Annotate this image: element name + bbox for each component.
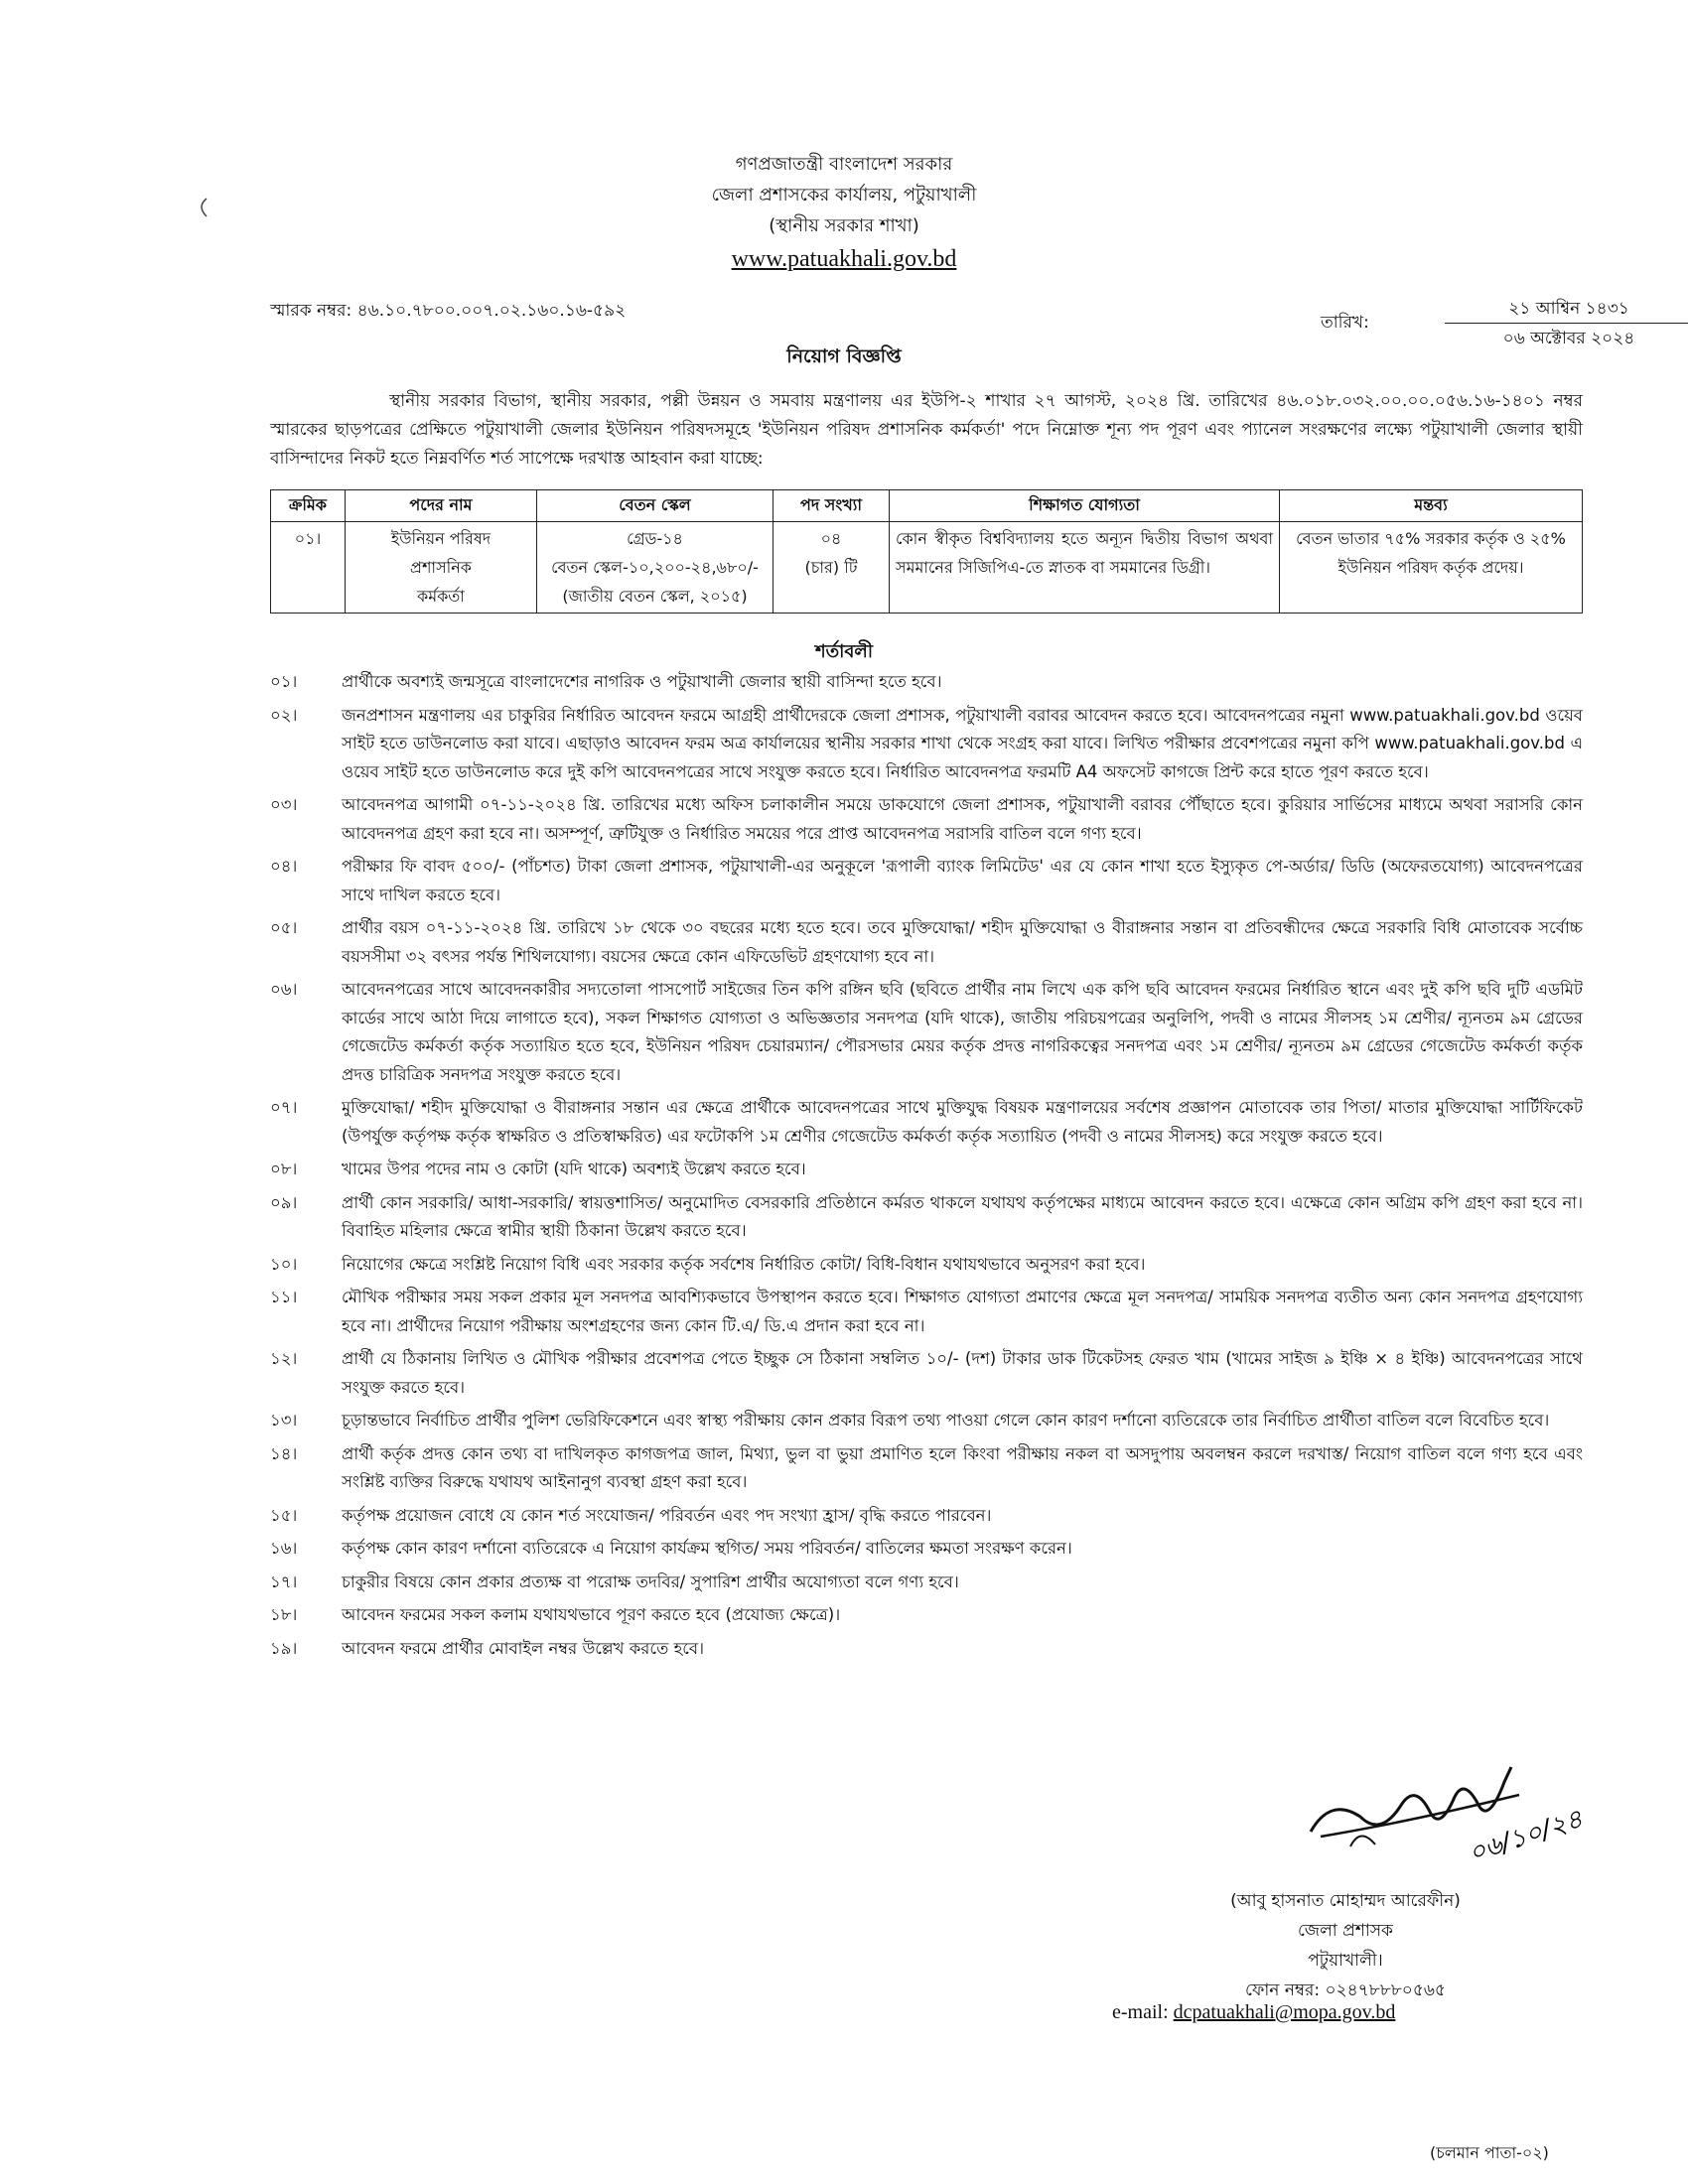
condition-item xyxy=(270,1635,1583,1664)
officer-phone: ফোন নম্বর: ০২৪৭৮৮৮০৫৬৫ xyxy=(1245,1980,1446,2000)
post-name-line: ইউনিয়ন পরিষদ xyxy=(390,529,492,548)
date-bangla: ২১ আশ্বিন ১৪৩১ xyxy=(1508,299,1629,319)
condition-text: মৌখিক পরীক্ষার সময় সকল প্রকার মূল সনদপত্র আবশ্যিকভাবে উপস্থাপন করতে হবে। শিক্ষাগত যোগ্যতা প্রমাণের ক্ষেত্রে মূল সনদপত্র/ সাময়িক সনদপত্র ব্যতীত অন্য কোন সনদপত্র গ্রহণযোগ্য হবে না। প্রার্থীদের নিয়োগ পরীক্ষায় অংশগ্রহণের জন্য কোন টি.এ/ ডি.এ প্রদান করা হবে না। xyxy=(342,1288,1583,1335)
condition-item xyxy=(270,976,1583,1089)
post-name-line: কর্মকর্তা xyxy=(417,587,465,606)
condition-item xyxy=(270,1569,1583,1597)
condition-text: জনপ্রশাসন মন্ত্রণালয় এর চাকুরির নির্ধারিত আবেদন ফরমে আগ্রহী প্রার্থীদেরকে জেলা প্রশাসক, পটুয়াখালী বরাবর আবেদন করতে হবে। আবেদনপত্রের নমুনা www.patuakhali.gov.bd ওয়েব সাইট হতে ডাউনলোড করা যাবে। এছাড়াও আবেদন ফরম অত্র কার্যালয়ের স্থানীয় সরকার শাখা থেকে সংগ্রহ করা যাবে। লিখিত পরীক্ষার প্রবেশপত্রের নমুনা কপি www.patuakhali.gov.bd এ ওয়েব সাইট হতে ডাউনলোড করে দুই কপি আবেদনপত্রের সাথে সংযুক্ত করতে হবে। নির্ধারিত আবেদনপত্র ফরমটি A4 অফসেট কাগজে প্রিন্ট করে হাতে পূরণ করতে হবে। xyxy=(342,705,1583,781)
condition-item xyxy=(270,914,1583,971)
condition-number: ১১। xyxy=(270,1288,298,1306)
col-remarks: মন্তব্য xyxy=(1280,490,1583,522)
condition-number: ১০। xyxy=(270,1254,298,1274)
condition-text: আবেদনপত্রের সাথে আবেদনকারীর সদ্যতোলা পাসপোর্ট সাইজের তিন কপি রঙ্গিন ছবি (ছবিতে প্রার্থীর নাম লিখে এক কপি ছবি আবেদন ফরমের নির্ধারিত স্থানে এবং দুই কপি ছবি দুটি এডমিট কার্ডের সাথে আঠা দিয়ে লাগাতে হবে), সকল শিক্ষাগত যোগ্যতা ও অভিজ্ঞতার সনদপত্র (যদি থাকে), জাতীয় পরিচয়পত্রের অনুলিপি, পদবী ও নামের সীলসহ ১ম শ্রেণীর/ ন্যূনতম ৯ম গ্রেডের গেজেটেড কর্মকর্তা কর্তৃক সত্যায়িত হতে হবে, ইউনিয়ন পরিষদ চেয়ারম্যান/ পৌরসভার মেয়র কর্তৃক প্রদত্ত নাগরিকত্বের সনদপত্র এবং ১ম শ্রেণীর/ ন্যূনতম ৯ম গ্রেডের গেজেটেড কর্মকর্তা কর্তৃক প্রদত্ত চারিত্রিক সনদপত্র সংযুক্ত করতে হবে। xyxy=(342,980,1583,1084)
cell-serial: ০১। xyxy=(271,522,346,614)
condition-item xyxy=(270,1189,1583,1246)
officer-designation: জেলা প্রশাসক xyxy=(1298,1921,1393,1941)
condition-item xyxy=(270,1251,1583,1280)
condition-item xyxy=(270,1094,1583,1151)
condition-text: খামের উপর পদের নাম ও কোটা (যদি থাকে) অবশ্যই উল্লেখ করতে হবে। xyxy=(342,1160,806,1178)
col-serial: ক্রমিক xyxy=(271,490,346,522)
cell-post-count xyxy=(774,522,890,614)
condition-number: ০৯। xyxy=(270,1192,298,1212)
condition-item xyxy=(270,1502,1583,1531)
cell-qualification: কোন স্বীকৃত বিশ্ববিদ্যালয় হতে অন্যূন দ্বিতীয় বিভাগ অথবা সমমানের সিজিপিএ-তে স্নাতক বা সমমানের ডিগ্রী। xyxy=(890,522,1280,614)
officer-name: (আবু হাসনাত মোহাম্মদ আরেফীন) xyxy=(1230,1891,1461,1911)
condition-item xyxy=(270,1156,1583,1184)
condition-item xyxy=(270,1407,1583,1435)
condition-text: আবেদন ফরমে প্রার্থীর মোবাইল নম্বর উল্লেখ করতে হবে। xyxy=(342,1638,704,1658)
condition-number: ১২। xyxy=(270,1349,298,1368)
condition-number: ১৯। xyxy=(270,1638,298,1658)
conditions-title: শর্তাবলী xyxy=(815,641,873,662)
condition-number: ০৭। xyxy=(270,1098,298,1117)
officer-location: পটুয়াখালী। xyxy=(1308,1951,1383,1971)
condition-number: ০৩। xyxy=(270,795,298,814)
condition-text: প্রার্থীর বয়স ০৭-১১-২০২৪ খ্রি. তারিখে ১৮ থেকে ৩০ বছরের মধ্যে হতে হবে। তবে মুক্তিযোদ্ধা/ শহীদ মুক্তিযোদ্ধা ও বীরাঙ্গনার সন্তান বা প্রতিবন্ধীদের ক্ষেত্রে সরকারি বিধি মোতাবেক সর্বোচ্চ বয়সসীমা ৩২ বৎসর পর্যন্ত শিথিলযোগ্য। বয়সের ক্ষেত্রে কোন এফিডেভিট গ্রহণযোগ্য হবে না। xyxy=(342,918,1583,966)
website-link[interactable]: www.patuakhali.gov.bd xyxy=(731,246,957,272)
cell-pay-scale xyxy=(537,522,774,614)
scale-range: বেতন স্কেল-১০,২০০-২৪,৬৮০/- xyxy=(551,558,759,577)
condition-text: চাকুরীর বিষয়ে কোন প্রকার প্রত্যক্ষ বা পরোক্ষ তদবির/ সুপারিশ প্রার্থীর অযোগ্যতা বলে গণ্য হবে। xyxy=(342,1571,959,1591)
condition-item xyxy=(270,702,1583,787)
condition-number: ০২। xyxy=(270,705,298,725)
condition-number: ০৬। xyxy=(270,980,298,999)
condition-text: চূড়ান্তভাবে নির্বাচিত প্রার্থীর পুলিশ ভেরিফিকেশনে এবং স্বাস্থ্য পরীক্ষায় কোন প্রকার বিরূপ তথ্য পাওয়া গেলে কোন কারণ দর্শানো ব্যতিরেকে তার নির্বাচিত প্রার্থীতা বাতিল বলে বিবেচিত হবে। xyxy=(342,1411,1550,1430)
condition-text: কর্তৃপক্ষ কোন কারণ দর্শানো ব্যতিরেকে এ নিয়োগ কার্যক্রম স্থগিত/ সময় পরিবর্তন/ বাতিলের ক্ষমতা সংরক্ষণ করেন। xyxy=(342,1539,1072,1558)
condition-item xyxy=(270,1601,1583,1630)
cell-remarks: বেতন ভাতার ৭৫% সরকার কর্তৃক ও ২৫% ইউনিয়ন পরিষদ কর্তৃক প্রদেয়। xyxy=(1280,522,1583,614)
email-link[interactable]: dcpatuakhali@mopa.gov.bd xyxy=(1173,2001,1396,2023)
condition-text: প্রার্থী কোন সরকারি/ আধা-সরকারি/ স্বায়ত্তশাসিত/ অনুমোদিত বেসরকারি প্রতিষ্ঠানে কর্মরত থাকলে যথাযথ কর্তৃপক্ষের মাধ্যমে আবেদন করতে হবে। এক্ষেত্রে কোন অগ্রিম কপি গ্রহণ করা হবে না। বিবাহিত মহিলার ক্ষেত্রে স্বামীর স্থায়ী ঠিকানা উল্লেখ করতে হবে। xyxy=(342,1192,1583,1240)
table-row xyxy=(271,522,1583,614)
condition-number: ১৭। xyxy=(270,1571,298,1591)
condition-number: ১৮। xyxy=(270,1605,298,1624)
vacancy-table xyxy=(270,489,1583,614)
col-pay-scale: বেতন স্কেল xyxy=(537,490,774,522)
condition-item xyxy=(270,1345,1583,1402)
date-gregorian: ০৬ অক্টোবর ২০২৪ xyxy=(1502,329,1635,348)
condition-number: ১৬। xyxy=(270,1539,298,1558)
email-label: e-mail: xyxy=(1112,2001,1169,2023)
condition-number: ১৫। xyxy=(270,1505,298,1525)
condition-text: আবেদনপত্র আগামী ০৭-১১-২০২৪ খ্রি. তারিখের মধ্যে অফিস চলাকালীন সময়ে ডাকযোগে জেলা প্রশাসক, পটুয়াখালী বরাবর পৌঁছাতে হবে। কুরিয়ার সার্ভিসের মাধ্যমে অথবা সরাসরি কোন আবেদনপত্র গ্রহণ করা হবে না। অসম্পূর্ণ, ত্রুটিযুক্ত ও নির্ধারিত সময়ের পরে প্রাপ্ত আবেদনপত্র সরাসরি বাতিল বলে গণ্য হবে। xyxy=(342,795,1583,843)
scale-reference: (জাতীয় বেতন স্কেল, ২০১৫) xyxy=(562,587,748,606)
section-name: (স্থানীয় সরকার শাখা) xyxy=(769,215,919,236)
signature-date: ০৬/১০/২৪ xyxy=(1465,1804,1587,1869)
condition-number: ১৩। xyxy=(270,1411,298,1430)
condition-item xyxy=(270,668,1583,697)
count-number: ০৪ xyxy=(820,529,842,548)
condition-item xyxy=(270,853,1583,909)
condition-text: পরীক্ষার ফি বাবদ ৫০০/- (পাঁচশত) টাকা জেলা প্রশাসক, পটুয়াখালী-এর অনুকূলে 'রূপালী ব্যাংক লিমিটেড' এর যে কোন শাখা হতে ইস্যুকৃত পে-অর্ডার/ ডিডি (অফেরতযোগ্য) আবেদনপত্রের সাথে দাখিল করতে হবে। xyxy=(342,857,1583,904)
condition-number: ১৪। xyxy=(270,1443,298,1463)
continuation-note: (চলমান পাতা-০২) xyxy=(1430,2143,1549,2162)
post-name-line: প্রশাসনিক xyxy=(410,558,472,577)
condition-item xyxy=(270,1535,1583,1564)
date-label: তারিখ: xyxy=(1321,313,1369,333)
condition-text: প্রার্থী কর্তৃক প্রদত্ত কোন তথ্য বা দাখিলকৃত কাগজপত্র জাল, মিথ্যা, ভুল বা ভুয়া প্রমাণিত হলে কিংবা পরীক্ষায় নকল বা অসদুপায় অবলম্বন করলে দরখাস্ত/ নিয়োগ বাতিল বলে গণ্য হবে এবং সংশ্লিষ্ট ব্যক্তির বিরুদ্ধে যথাযথ আইনানুগ ব্যবস্থা গ্রহণ করা হবে। xyxy=(342,1443,1583,1491)
condition-text: কর্তৃপক্ষ প্রয়োজন বোধে যে কোন শর্ত সংযোজন/ পরিবর্তন এবং পদ সংখ্যা হ্রাস/ বৃদ্ধি করতে পারবেন। xyxy=(342,1505,992,1525)
grade: গ্রেড-১৪ xyxy=(627,529,683,548)
condition-number: ০৪। xyxy=(270,857,298,876)
col-post-name: পদের নাম xyxy=(346,490,537,522)
count-words: (চার) টি xyxy=(804,558,858,577)
condition-number: ০৫। xyxy=(270,918,298,937)
office-name: জেলা প্রশাসকের কার্যালয়, পটুয়াখালী xyxy=(711,185,977,205)
condition-text: নিয়োগের ক্ষেত্রে সংশ্লিষ্ট নিয়োগ বিধি এবং সরকার কর্তৃক সর্বশেষ নির্ধারিত কোটা/ বিধি-বিধান যথাযথভাবে অনুসরণ করা হবে। xyxy=(342,1254,1146,1274)
memo-number: স্মারক নম্বর: ৪৬.১০.৭৮০০.০০৭.০২.১৬০.১৬-৫৯২ xyxy=(270,301,627,321)
table-header-row xyxy=(271,490,1583,522)
condition-text: আবেদন ফরমের সকল কলাম যথাযথভাবে পূরণ করতে হবে (প্রযোজ্য ক্ষেত্রে)। xyxy=(342,1605,841,1624)
condition-number: ০৮। xyxy=(270,1160,298,1178)
officer-block xyxy=(1142,1886,1549,2005)
intro-paragraph: স্থানীয় সরকার বিভাগ, স্থানীয় সরকার, পল্লী উন্নয়ন ও সমবায় মন্ত্রণালয় এর ইউপি-২ শাখার ২৭ আগস্ট, ২০২৪ খ্রি. তারিখের ৪৬.০১৮.০৩২.০০.০০.০৫৬.১৬-১৪০১ নম্বর স্মারকের ছাড়পত্রের প্রেক্ষিতে পটুয়াখালী জেলার ইউনিয়ন পরিষদসমূহে 'ইউনিয়ন পরিষদ প্রশাসনিক কর্মকর্তা' পদে নিম্নোক্ত শূন্য পদ পূরণ এবং প্যানেল সংরক্ষণের লক্ষ্যে পটুয়াখালী জেলার স্থায়ী বাসিন্দাদের নিকট হতে নিম্নবর্ণিত শর্ত সাপেক্ষে দরখাস্ত আহবান করা যাচ্ছে: xyxy=(270,391,1583,469)
government-name: গণপ্রজাতন্ত্রী বাংলাদেশ সরকার xyxy=(735,154,953,175)
condition-text: মুক্তিযোদ্ধা/ শহীদ মুক্তিযোদ্ধা ও বীরাঙ্গনার সন্তান এর ক্ষেত্রে প্রার্থীকে আবেদনপত্রের সাথে মুক্তিযুদ্ধ বিষয়ক মন্ত্রণালয়ের সর্বশেষ প্রজ্ঞাপন মোতাবেক তার পিতা/ মাতার মুক্তিযোদ্ধা সার্টিফিকেট (উপর্যুক্ত কর্তৃপক্ষ কর্তৃক স্বাক্ষরিত ও প্রতিস্বাক্ষরিত) এর ফটোকপি ১ম শ্রেণীর গেজেটেড কর্মকর্তা কর্তৃক সত্যায়িত (পদবী ও নামের সীলসহ) করে সংযুক্ত করতে হবে। xyxy=(342,1098,1583,1146)
signature xyxy=(1291,1737,1589,1876)
email-line xyxy=(1112,2001,1395,2024)
cell-post-name xyxy=(346,522,537,614)
condition-item xyxy=(270,1284,1583,1340)
notice-title: নিয়োগ বিজ্ঞপ্তি xyxy=(786,345,902,367)
condition-text: প্রার্থীকে অবশ্যই জন্মসূত্রে বাংলাদেশের নাগরিক ও পটুয়াখালী জেলার স্থায়ী বাসিন্দা হতে হবে। xyxy=(342,672,942,691)
condition-text: প্রার্থী যে ঠিকানায় লিখিত ও মৌখিক পরীক্ষার প্রবেশপত্র পেতে ইচ্ছুক সে ঠিকানা সম্বলিত ১০/- (দশ) টাকার ডাক টিকেটসহ ফেরত খাম (খামের সাইজ ৯ ইঞ্চি × ৪ ইঞ্চি) আবেদনপত্রের সাথে সংযুক্ত করতে হবে। xyxy=(342,1349,1583,1397)
col-qualification: শিক্ষাগত যোগ্যতা xyxy=(890,490,1280,522)
date-divider xyxy=(1445,323,1688,324)
col-post-count: পদ সংখ্যা xyxy=(774,490,890,522)
condition-number: ০১। xyxy=(270,672,298,691)
letterhead xyxy=(0,149,1688,277)
condition-item xyxy=(270,1440,1583,1497)
condition-item xyxy=(270,791,1583,848)
conditions-list xyxy=(270,668,1583,1668)
